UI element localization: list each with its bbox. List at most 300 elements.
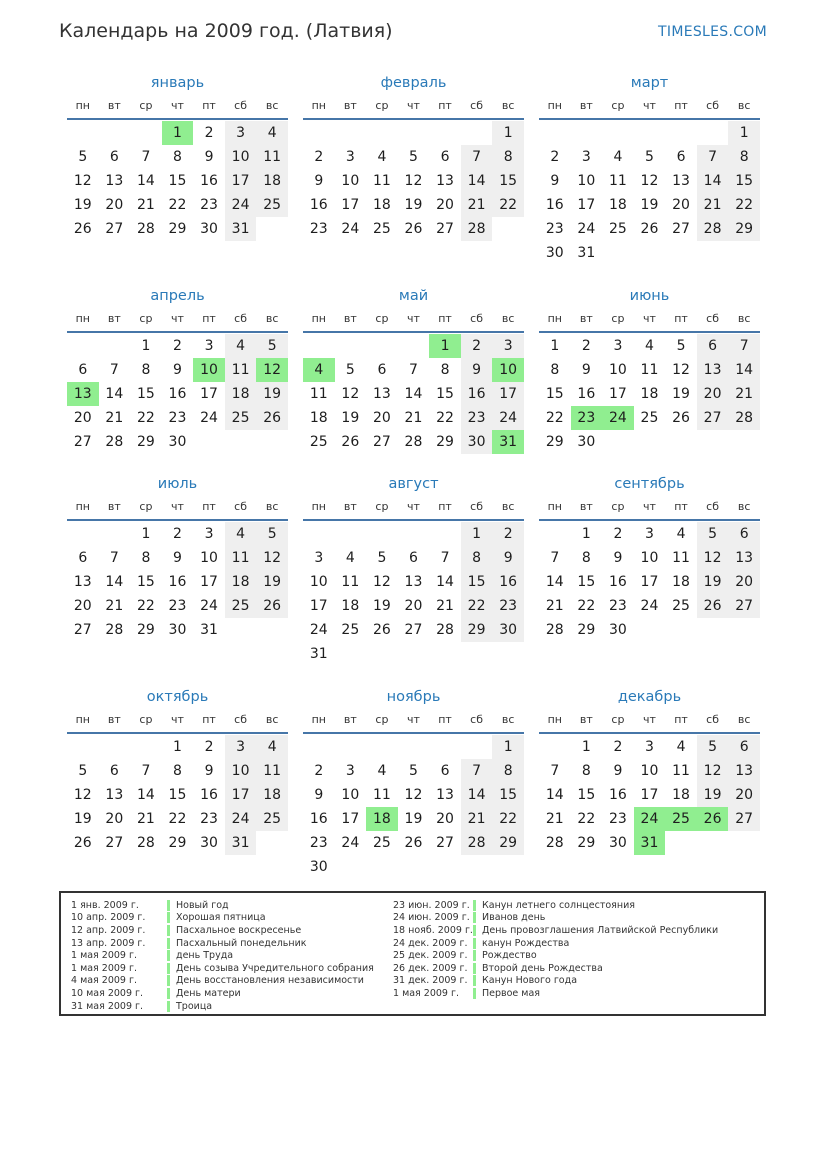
weekday-header <box>539 708 760 734</box>
month-name: декабрь <box>617 689 682 705</box>
day-cell: 8 <box>492 145 524 169</box>
day-cell: 14 <box>105 386 124 402</box>
day-cell: 9 <box>173 362 182 378</box>
day-cell: 5 <box>78 763 88 779</box>
day-cell: 29 <box>136 622 155 638</box>
day-cell: 20 <box>404 598 423 614</box>
day-cell: 12 <box>404 787 423 803</box>
weekday-label: пн <box>75 713 90 726</box>
weekday-label: пн <box>547 500 562 513</box>
day-cell: 2 <box>581 338 591 354</box>
day-cell: 19 <box>256 570 288 594</box>
weekday-label: ср <box>139 500 153 513</box>
day-cell: 11 <box>672 550 690 566</box>
empty-cell <box>539 522 571 546</box>
day-cell: 23 <box>309 221 328 237</box>
day-cell: 22 <box>136 410 155 426</box>
legend-holiday-name: Канун летнего солнцестояния <box>482 899 635 911</box>
day-cell: 5 <box>409 149 418 165</box>
day-cell: 25 <box>256 193 288 217</box>
day-cell: 9 <box>613 550 623 566</box>
day-cell: 13 <box>105 173 124 189</box>
empty-cell <box>67 735 99 759</box>
legend-item <box>71 1000 374 1013</box>
holiday-day-cell: 26 <box>697 807 729 831</box>
day-cell: 9 <box>581 362 591 378</box>
day-cell: 5 <box>697 522 729 546</box>
day-cell: 5 <box>256 522 288 546</box>
day-cell: 8 <box>141 550 151 566</box>
weekday-label: вс <box>501 713 515 726</box>
day-cell: 19 <box>697 783 729 807</box>
legend-column-left <box>71 899 374 1012</box>
day-cell: 23 <box>309 835 328 851</box>
legend-color-marker <box>167 900 170 911</box>
day-cell: 8 <box>581 550 591 566</box>
day-cell: 26 <box>341 434 360 450</box>
day-cell: 14 <box>105 574 124 590</box>
day-cell: 7 <box>109 362 119 378</box>
legend-item <box>71 912 374 925</box>
empty-cell <box>539 121 571 145</box>
day-grid <box>67 333 288 454</box>
day-cell: 23 <box>168 598 187 614</box>
legend-item <box>393 949 718 962</box>
day-cell: 3 <box>314 550 324 566</box>
weekday-label: ср <box>139 713 153 726</box>
legend-date: 26 дек. 2009 г. <box>393 962 468 974</box>
day-grid <box>67 734 288 855</box>
day-cell: 3 <box>645 739 654 755</box>
weekday-label: чт <box>643 713 656 726</box>
day-cell: 22 <box>168 197 187 213</box>
day-cell: 22 <box>728 193 760 217</box>
holiday-day-cell: 13 <box>67 382 99 406</box>
legend-item <box>393 937 718 950</box>
holiday-day-cell: 24 <box>634 807 666 831</box>
day-cell: 31 <box>200 622 218 638</box>
day-cell: 11 <box>372 173 391 189</box>
day-cell: 29 <box>492 831 524 855</box>
empty-cell <box>398 522 430 546</box>
day-cell: 4 <box>645 338 654 354</box>
day-cell: 29 <box>545 434 564 450</box>
day-grid <box>303 521 524 666</box>
day-cell: 15 <box>492 169 524 193</box>
day-cell: 22 <box>436 410 454 426</box>
day-cell: 30 <box>492 618 524 642</box>
weekday-label: вс <box>501 99 515 112</box>
holiday-day-cell: 23 <box>571 406 603 430</box>
day-cell: 22 <box>545 410 564 426</box>
day-cell: 21 <box>697 193 729 217</box>
day-cell: 27 <box>372 434 391 450</box>
day-cell: 23 <box>608 811 627 827</box>
weekday-label: пн <box>75 99 90 112</box>
day-cell: 12 <box>640 173 659 189</box>
day-cell: 17 <box>200 386 218 402</box>
month-10 <box>67 686 288 855</box>
day-cell: 18 <box>256 169 288 193</box>
day-cell: 1 <box>461 522 493 546</box>
weekday-label: вс <box>737 99 751 112</box>
weekday-label: пт <box>438 99 452 112</box>
day-cell: 12 <box>372 574 391 590</box>
day-cell: 18 <box>225 382 257 406</box>
weekday-label: пт <box>202 99 216 112</box>
day-cell: 13 <box>728 759 760 783</box>
weekday-label: сб <box>706 713 720 726</box>
day-cell: 8 <box>173 763 182 779</box>
day-cell: 8 <box>440 362 450 378</box>
day-cell: 26 <box>372 622 391 638</box>
day-cell: 2 <box>492 522 524 546</box>
day-cell: 18 <box>672 787 690 803</box>
day-cell: 25 <box>672 598 690 614</box>
day-cell: 20 <box>105 197 124 213</box>
day-cell: 14 <box>545 787 564 803</box>
day-grid <box>67 521 288 642</box>
day-cell: 21 <box>545 598 564 614</box>
legend-date: 1 мая 2009 г. <box>71 962 137 974</box>
day-cell: 28 <box>545 622 564 638</box>
day-cell: 20 <box>73 598 92 614</box>
day-cell: 26 <box>256 594 288 618</box>
day-cell: 27 <box>105 835 124 851</box>
legend-color-marker <box>167 1001 170 1012</box>
day-cell: 29 <box>461 618 493 642</box>
weekday-label: ср <box>139 99 153 112</box>
day-cell: 28 <box>404 434 423 450</box>
day-cell: 2 <box>204 739 214 755</box>
month-2 <box>303 72 524 241</box>
weekday-label: вт <box>343 500 357 513</box>
day-cell: 15 <box>136 574 155 590</box>
day-cell: 22 <box>168 811 187 827</box>
day-cell: 4 <box>613 149 623 165</box>
holiday-day-cell: 10 <box>492 358 524 382</box>
weekday-label: вс <box>265 500 279 513</box>
legend-item <box>393 924 718 937</box>
day-cell: 23 <box>545 221 564 237</box>
legend-color-marker <box>473 912 476 923</box>
month-name: ноябрь <box>386 689 441 705</box>
weekday-label: пн <box>547 99 562 112</box>
day-cell: 29 <box>728 217 760 241</box>
day-cell: 10 <box>341 787 360 803</box>
day-cell: 15 <box>492 783 524 807</box>
day-cell: 19 <box>404 197 423 213</box>
weekday-label: вт <box>107 500 121 513</box>
legend-holiday-name: Иванов день <box>482 912 546 924</box>
day-cell: 12 <box>672 362 690 378</box>
day-cell: 25 <box>309 434 328 450</box>
day-cell: 24 <box>200 410 218 426</box>
site-link[interactable]: TIMESLES.COM <box>658 24 767 40</box>
day-cell: 13 <box>672 173 690 189</box>
day-cell: 22 <box>461 594 493 618</box>
weekday-label: пн <box>311 99 326 112</box>
day-cell: 11 <box>341 574 360 590</box>
weekday-label: сб <box>470 713 484 726</box>
day-cell: 26 <box>256 406 288 430</box>
day-grid <box>67 120 288 241</box>
day-cell: 24 <box>225 807 257 831</box>
day-cell: 6 <box>109 149 119 165</box>
day-cell: 16 <box>168 574 187 590</box>
day-cell: 28 <box>136 221 155 237</box>
day-cell: 20 <box>436 197 454 213</box>
holiday-day-cell: 25 <box>665 807 697 831</box>
legend-column-right <box>393 899 718 1000</box>
day-cell: 11 <box>256 145 288 169</box>
day-cell: 2 <box>461 334 493 358</box>
day-cell: 24 <box>341 835 360 851</box>
day-cell: 10 <box>608 362 627 378</box>
empty-cell <box>571 121 603 145</box>
day-cell: 11 <box>672 763 690 779</box>
empty-cell <box>429 121 461 145</box>
day-cell: 30 <box>461 430 493 454</box>
legend-holiday-name: День восстановления независимости <box>176 975 364 987</box>
weekday-label: вс <box>737 500 751 513</box>
day-cell: 19 <box>697 570 729 594</box>
day-cell: 17 <box>309 598 328 614</box>
day-cell: 21 <box>136 197 155 213</box>
day-cell: 10 <box>640 550 659 566</box>
weekday-label: вс <box>737 312 751 325</box>
day-cell: 11 <box>640 362 659 378</box>
day-cell: 4 <box>345 550 355 566</box>
empty-cell <box>67 334 99 358</box>
empty-cell <box>335 735 367 759</box>
day-cell: 6 <box>697 334 729 358</box>
day-cell: 21 <box>404 410 423 426</box>
day-cell: 19 <box>73 197 92 213</box>
day-cell: 24 <box>577 221 596 237</box>
day-cell: 10 <box>225 145 257 169</box>
day-cell: 12 <box>697 546 729 570</box>
month-6 <box>539 285 760 454</box>
day-cell: 4 <box>676 739 686 755</box>
day-cell: 30 <box>168 434 187 450</box>
legend-item <box>71 987 374 1000</box>
holiday-day-cell: 10 <box>193 358 225 382</box>
day-cell: 17 <box>492 382 524 406</box>
day-cell: 19 <box>372 598 391 614</box>
weekday-label: пт <box>674 713 688 726</box>
month-4 <box>67 285 288 454</box>
weekday-label: сб <box>470 500 484 513</box>
day-cell: 25 <box>372 835 391 851</box>
day-cell: 14 <box>136 173 155 189</box>
holiday-day-cell: 31 <box>492 430 524 454</box>
day-cell: 1 <box>492 735 524 759</box>
legend-item <box>393 899 718 912</box>
day-cell: 18 <box>309 410 328 426</box>
day-cell: 17 <box>577 197 596 213</box>
day-cell: 4 <box>377 149 387 165</box>
weekday-label: пн <box>75 312 90 325</box>
empty-cell <box>335 522 367 546</box>
day-cell: 4 <box>377 763 387 779</box>
day-cell: 19 <box>404 811 423 827</box>
legend-item <box>393 975 718 988</box>
day-cell: 7 <box>697 145 729 169</box>
weekday-label: пт <box>438 312 452 325</box>
day-cell: 28 <box>436 622 454 638</box>
month-name: март <box>630 75 669 91</box>
day-cell: 28 <box>105 622 124 638</box>
day-cell: 21 <box>461 807 493 831</box>
day-cell: 14 <box>404 386 423 402</box>
weekday-label: сб <box>234 99 248 112</box>
day-cell: 2 <box>314 149 324 165</box>
day-cell: 15 <box>728 169 760 193</box>
legend-color-marker <box>167 925 170 936</box>
empty-cell <box>335 121 367 145</box>
day-cell: 29 <box>436 434 454 450</box>
day-cell: 30 <box>545 245 564 261</box>
day-cell: 24 <box>640 598 659 614</box>
day-cell: 2 <box>550 149 560 165</box>
empty-cell <box>99 334 131 358</box>
legend-date: 4 мая 2009 г. <box>71 975 137 987</box>
day-cell: 13 <box>105 787 124 803</box>
day-cell: 30 <box>577 434 596 450</box>
day-cell: 7 <box>550 550 560 566</box>
weekday-label: чт <box>643 500 656 513</box>
day-cell: 11 <box>608 173 627 189</box>
day-cell: 9 <box>461 358 493 382</box>
legend-holiday-name: Троица <box>176 1000 213 1012</box>
day-cell: 3 <box>345 763 355 779</box>
month-3 <box>539 72 760 265</box>
holiday-day-cell: 1 <box>429 334 461 358</box>
legend-date: 1 мая 2009 г. <box>393 987 459 999</box>
weekday-label: сб <box>706 99 720 112</box>
day-cell: 19 <box>256 382 288 406</box>
day-cell: 21 <box>105 410 124 426</box>
day-cell: 19 <box>640 197 659 213</box>
weekday-label: чт <box>407 99 420 112</box>
day-cell: 14 <box>728 358 760 382</box>
day-cell: 20 <box>728 783 760 807</box>
day-cell: 3 <box>492 334 524 358</box>
day-cell: 7 <box>440 550 450 566</box>
day-cell: 27 <box>105 221 124 237</box>
weekday-label: сб <box>706 500 720 513</box>
weekday-label: пт <box>202 312 216 325</box>
day-cell: 24 <box>309 622 328 638</box>
day-cell: 21 <box>461 193 493 217</box>
legend-color-marker <box>473 975 476 986</box>
day-cell: 9 <box>492 546 524 570</box>
weekday-label: пн <box>311 500 326 513</box>
legend-holiday-name: Второй день Рождества <box>482 962 603 974</box>
day-cell: 9 <box>314 173 324 189</box>
legend-date: 1 янв. 2009 г. <box>71 899 139 911</box>
day-cell: 27 <box>73 434 92 450</box>
day-cell: 8 <box>550 362 560 378</box>
day-cell: 17 <box>640 574 659 590</box>
day-cell: 5 <box>697 735 729 759</box>
day-cell: 17 <box>341 811 360 827</box>
day-cell: 15 <box>136 386 155 402</box>
weekday-label: чт <box>407 500 420 513</box>
day-cell: 8 <box>141 362 151 378</box>
day-cell: 10 <box>225 759 257 783</box>
day-cell: 3 <box>581 149 591 165</box>
weekday-label: чт <box>643 312 656 325</box>
legend-item <box>71 975 374 988</box>
day-cell: 27 <box>728 807 760 831</box>
weekday-label: пн <box>75 500 90 513</box>
day-cell: 21 <box>136 811 155 827</box>
day-cell: 19 <box>672 386 690 402</box>
day-cell: 25 <box>341 622 360 638</box>
day-cell: 10 <box>200 550 218 566</box>
day-cell: 8 <box>728 145 760 169</box>
day-cell: 27 <box>728 594 760 618</box>
day-cell: 16 <box>168 386 187 402</box>
day-cell: 13 <box>73 574 92 590</box>
day-cell: 23 <box>200 197 218 213</box>
empty-cell <box>99 522 131 546</box>
day-cell: 27 <box>436 835 454 851</box>
day-cell: 1 <box>173 739 182 755</box>
day-cell: 28 <box>697 217 729 241</box>
day-cell: 11 <box>256 759 288 783</box>
day-cell: 1 <box>728 121 760 145</box>
day-cell: 13 <box>436 173 454 189</box>
empty-cell <box>366 121 398 145</box>
day-cell: 6 <box>676 149 686 165</box>
weekday-header <box>303 94 524 120</box>
weekday-label: сб <box>706 312 720 325</box>
day-cell: 17 <box>341 197 360 213</box>
day-cell: 1 <box>492 121 524 145</box>
weekday-label: ср <box>139 312 153 325</box>
weekday-header <box>303 307 524 333</box>
day-cell: 2 <box>314 763 324 779</box>
empty-cell <box>67 121 99 145</box>
day-cell: 19 <box>73 811 92 827</box>
day-cell: 18 <box>225 570 257 594</box>
weekday-label: ср <box>611 713 625 726</box>
empty-cell <box>303 522 335 546</box>
empty-cell <box>130 735 162 759</box>
day-cell: 9 <box>204 763 214 779</box>
day-cell: 9 <box>550 173 560 189</box>
day-cell: 16 <box>200 787 218 803</box>
legend-date: 24 июн. 2009 г. <box>393 912 470 924</box>
day-cell: 15 <box>461 570 493 594</box>
day-cell: 23 <box>168 410 187 426</box>
weekday-label: пт <box>438 713 452 726</box>
day-cell: 7 <box>461 145 493 169</box>
day-cell: 5 <box>409 763 418 779</box>
page-title: Календарь на 2009 год. (Латвия) <box>59 20 393 42</box>
weekday-label: пт <box>674 312 688 325</box>
legend-holiday-name: День созыва Учредительного собрания <box>176 962 374 974</box>
weekday-label: сб <box>470 312 484 325</box>
empty-cell <box>429 735 461 759</box>
day-cell: 26 <box>73 221 92 237</box>
day-cell: 20 <box>672 197 690 213</box>
weekday-label: вт <box>579 713 593 726</box>
day-cell: 20 <box>105 811 124 827</box>
